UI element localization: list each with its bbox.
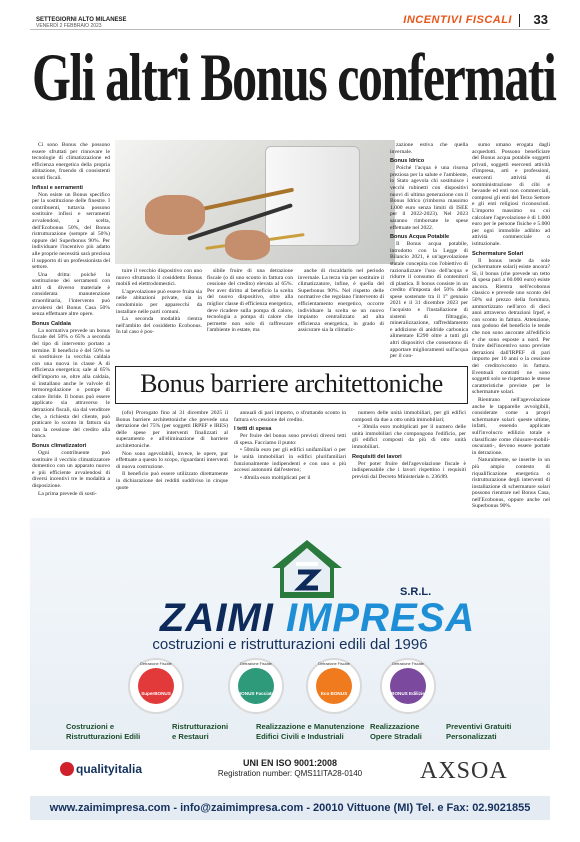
box-column-2	[234, 410, 346, 514]
box-title: Bonus barriere architettoniche	[140, 369, 443, 398]
paragraph: anche di riscaldarlo nel periodo invernale. La terza via per sostituire il climatizzatore, infine, è quella del Superbonus 90%. Nel rispetto delle normative che regolano l'intervento di efficientamento energetico, occorre individuare la scelta se un nuovo impianto centralizzato ad alta efficienza energetica, in grado di assicurare sia la climatiz-	[298, 268, 384, 334]
paragraph: Poiché l'acqua è una risorsa preziosa per la salute e l'ambiente, lo Stato agevola chi sostituisce i vecchi rubinetti con dispositivi nuovi di ultima generazione con il Bonus Idrico (rimborso massimo 1.000 euro senza limiti di ISEE per il 2022-2023). Nel 2023 saranno rimborsate le spese effettuate nel 2022.	[390, 165, 468, 231]
paragraph: numero delle unità immobiliari, per gli edifici composti da due a otto unità immobiliari;	[352, 410, 466, 423]
paragraph: Ogni contribuente può sostituire il vecchio climatizzatore domestico con un apparato nuovo e più efficiente avvalendosi di diversi incentivi tre le modalità a disposizione.	[32, 449, 110, 489]
axsoa-logo: AXSOA	[420, 758, 508, 784]
quality-brand: qualityitalia	[76, 762, 143, 776]
badge-label: BONUS Edilizie	[391, 691, 425, 696]
paragraph: L'agevolazione può essere fruita sia nelle abitazioni private, sia in condominio per apparecchi da installare nelle parti comuni.	[116, 288, 202, 315]
section-label: INCENTIVI FISCALI	[403, 14, 512, 26]
service-line: Opere Stradali	[370, 732, 422, 741]
badge-label: Eco BONUS	[320, 691, 348, 696]
service-line: Costruzioni e	[66, 722, 115, 731]
article-title: Gli altri Bonus confermati	[32, 39, 556, 115]
paragraph: Per poter fruire dell'agevolazione fiscale è indispensabile che i lavori rispettino i requisiti previsti dal Decreto Ministeriale n. 236/89.	[352, 460, 466, 480]
house-logo-icon	[270, 538, 344, 600]
badge-house-icon	[238, 668, 274, 704]
paragraph: Una dritta: poiché la sostituzione dei serramenti con altri di diverso materiale è considerata manutenzione straordinaria, l'intervento può avvalersi del Bonus Casa 50% senza effettuare altre opere.	[32, 271, 110, 318]
service-line: Ristrutturazioni	[172, 722, 229, 731]
paragraph: Non esiste un Bonus specifico per la sostituzione delle finestre. I contribuenti, tuttavia possono sostituire infissi e serramenti avvalendosi, a scelta, dell'Ecobonus 50%, del Bonus ristrutturazione (sempre al 50%) oppure del Superbonus 90%. Per individuare l'incentivo più adatto alle proprie necessità sarà preziosa il supporto di un professionista del settore.	[32, 191, 110, 271]
bonus-facciate-badge	[228, 658, 284, 714]
header-divider	[519, 14, 520, 27]
brand-part-2: IMPRESA	[286, 596, 476, 640]
paragraph: • 50mila euro per gli edifici unifamiliari o per le unità immobiliari in edifici plurifamiliari funzionalmente indipendenti e con uno o più accessi autonomi dall'esterno;	[234, 447, 346, 474]
subheading: I tetti di spesa	[234, 426, 272, 433]
brand-part-1: ZAIMI	[160, 596, 274, 640]
column-6	[472, 142, 550, 514]
service-line: Ristrutturazioni Edili	[66, 732, 141, 741]
iso-certification: UNI EN ISO 9001:2008	[242, 758, 338, 768]
service-line: e Restauri	[172, 732, 209, 741]
paragraph: annuali di pari importo, o sfruttando sconto in fattura e/o cessione del credito.	[234, 410, 346, 423]
service-line: Preventivi Gratuiti	[446, 722, 512, 731]
column-4	[298, 268, 384, 362]
paragraph: zazione estiva che quella invernale.	[390, 142, 468, 155]
badge-label: BONUS Facciate	[237, 691, 275, 696]
service-item	[256, 722, 364, 742]
paragraph: sibile fruire di una detrazione fiscale (o di uno sconto in fattura con cessione del credito) elevata al 65%. Per aver diritto al beneficio la scelta del nuovo dispositivo, oltre alla miglior classe di efficienza energetica, deve ricadere sulla pompa di calore, tecnologia a pompa di calore che permette non solo di raffrescare l'ambiente in estate, ma	[207, 268, 293, 334]
box-column-1	[116, 410, 228, 514]
certification-strip	[30, 750, 550, 796]
paragraph: Il Bonus acqua potabile, introdotto con la Legge di Bilancio 2021, è un'agevolazione statale concepita con l'obiettivo di razionalizzare l'uso dell'acqua e ridurre il consumo di contenitori di plastica. Il bonus consiste in un credito d'imposta del 50% delle spese sostenute tra il 1° gennaio 2021 e il 31 dicembre 2023 per l'acquisto e l'installazione di sistemi di filtraggio, mineralizzazione, raffreddamento e addizione di anidride carbonica alimentare E290 oltre a tutti gli altri dispositivi che consentono di apportare miglioramenti sull'acqua per il con-	[390, 241, 468, 360]
service-item	[370, 722, 422, 742]
paragraph: (ofo) Prorogato fino al 31 dicembre 2025 il Bonus barriere architettoniche che prevede una detrazione del 75% (per soggetti IRPEF e IRES) delle spese per interventi finalizzati al superamento e all'eliminazione di barriere architettoniche.	[116, 410, 228, 449]
boxed-title	[115, 366, 468, 404]
ad-banner	[30, 518, 550, 750]
paragraph: • 40mila euro moltiplicati per il	[240, 474, 311, 481]
service-line: Realizzazione	[370, 722, 420, 731]
box-column-3	[352, 410, 466, 514]
company-suffix: S.R.L.	[400, 586, 432, 598]
subheading: Bonus climatizzatori	[32, 442, 87, 449]
paragraph: Naturalmente, se inserite in un più ampio contesto di riqualificazione energetica o ristrutturazione degli interventi di installazione di schermature solari possono rientrare nel Bonus Casa, nell'Ecobonus, oppure anche nel Superbonus 90%.	[472, 457, 550, 510]
bonus-edilizie-badge	[380, 658, 436, 714]
subheading: Bonus Caldaia	[32, 320, 71, 327]
service-item	[446, 722, 511, 742]
company-logo	[160, 596, 475, 641]
badge-caption: Detrazione Fiscale	[392, 662, 424, 666]
paragraph: Ci sono Bonus che possono essere sfruttati per rinnovare le tecnologie di climatizzazione ed efficienza energetica della propria abitazione, fruendo di consistenti sconti fiscali.	[32, 142, 110, 181]
company-tagline: costruzioni e ristrutturazioni edili dal 1996	[152, 636, 428, 653]
subheading: Schermature Solari	[472, 250, 524, 257]
page-number: 33	[533, 12, 548, 27]
paragraph: La normativa prevede un bonus fiscale del 50% o 65% a seconda del tipo di intervento portato a termine. Il beneficio è del 50% se si sostituisce la vecchia caldaia con una nuova in classe A di efficienza energetica; sale al 65% dell'importo se, oltre alla caldaia, si installano anche le valvole di termoregolazione o pompe di calore ibride. Il bonus può essere applicato sia attraverso le detrazioni fiscali, sia dal venditore che, a richiesta del cliente, può praticare lo sconto in fattura sia con la cessione del credito alla banca.	[32, 327, 110, 440]
badge-house-icon	[390, 668, 426, 704]
paragraph: Rientrano nell'agevolazione anche le tapparelle avvolgibili, considerate come a propri schermature solari: queste ultime, infatti, essendo applicate sull'involucro edilizio totale e classificate come chiusure-mobili-oscuranti-, devono essere portate in detrazione.	[472, 396, 550, 456]
service-item	[66, 722, 140, 742]
publication-date: VENERDÌ 2 FEBBRAIO 2023	[36, 23, 102, 29]
column-3	[207, 268, 293, 362]
subheading: Bonus Idrico	[390, 158, 425, 165]
badge-caption: Detrazione Fiscale	[240, 662, 272, 666]
paragraph: La seconda modalità rientra nell'ambito del cosiddetto Ecobonus. In tal caso è pos-	[116, 316, 202, 336]
article-photo-boiler	[115, 140, 395, 264]
badge-house-icon	[316, 668, 352, 704]
paragraph: tuire il vecchio dispositivo con uno nuovo sfruttando il cosiddetto Bonus mobili ed elettrodomestici.	[116, 268, 202, 288]
ecobonus-badge	[306, 658, 362, 714]
subheading: Bonus Acqua Potabile	[390, 234, 450, 241]
paragraph: Il beneficio può essere utilizzato direttamente in dichiarazione dei redditi suddiviso in cinque quote	[116, 471, 228, 491]
paragraph: Il bonus tende da sole (schermature solari) esiste ancora? Sì, il bonus (che prevede un tetto di spesa pari a 60.000 euro) esiste ancora. Rientra nell'ecobonus classico e prevede uno sconto del 50% sul prezzo della fornitura, ammortizzato nell'arco di dieci anni attraverso detrazioni Irpef, e con sconto in fattura. Attenzione, non godono del beneficio le tende che non sono ancorate all'edificio e che sono esposte a nord. Per fruire dell'incentivo sono previste detrazioni dall'IRPEF di pari importo per 10 anni o la cessione del credito/sconto in fattura. Eventuali contratti ne sono soggetti solo se rispettano le stesse caratteristiche previste per le schermature solari.	[472, 257, 550, 396]
paragraph: • 30mila euro moltiplicati per il numero delle unità immobiliari che compongono l'edificio, per gli edifici composti da più di otto unità immobiliari.	[352, 424, 466, 450]
service-line: Realizzazione e Manutenzione	[256, 722, 365, 731]
badge-house-icon	[138, 668, 174, 704]
subheading: Requisiti dei lavori	[352, 453, 402, 460]
advertisement	[30, 518, 550, 820]
boiler-illustration	[265, 146, 360, 246]
column-2	[116, 268, 202, 362]
ad-footer-contacts: www.zaimimpresa.com - info@zaimimpresa.com - 20010 Vittuone (MI) Tel. e Fax: 02.9021855	[30, 796, 550, 820]
column-1	[32, 142, 110, 510]
paragraph: sumo umano erogata dagli acquedotti. Possono beneficiare del Bonus acqua potabile soggetti privati, soggetti esercenti attività d'impresa, arti e professioni, esercenti attività di somministrazione di cibi e bevande ed enti non commerciali, compresi gli enti del Terzo Settore e gli enti religiosi riconosciuti. L'importo massimo su cui calcolare l'agevolazione è di 1.000 euro per le persone fisiche e 5.000 per ogni immobile adibito ad attività commerciale o istituzionale.	[472, 142, 550, 247]
badge-caption: Detrazione Fiscale	[140, 662, 172, 666]
paragraph: Per fruire del bonus sono previsti diversi tetti di spesa. Facciamo il punto:	[234, 433, 346, 446]
publication-name: SETTEGIORNI ALTO MILANESE	[36, 17, 127, 23]
paragraph: La prima prevede di sosti-	[38, 490, 97, 497]
registration-number: Registration number: QMS11ITA28-0140	[217, 769, 363, 778]
column-5	[390, 142, 468, 364]
hand-shape	[225, 230, 270, 260]
badge-label: SuperBONUS	[141, 691, 171, 696]
hand-shape	[145, 195, 205, 235]
superbonus-badge	[128, 658, 184, 714]
quality-logo-icon	[60, 762, 74, 776]
paragraph: Non sono agevolabili, invece, le opere, pur effettuate a questo lo scopo, riguardanti interventi di nuova costruzione.	[116, 450, 228, 470]
page-header	[30, 0, 550, 30]
subheading: Infissi e serramenti	[32, 184, 83, 191]
badge-caption: Detrazione Fiscale	[318, 662, 350, 666]
service-item	[172, 722, 228, 742]
service-line: Personalizzati	[446, 732, 497, 741]
service-line: Edifici Civili e Industriali	[256, 732, 344, 741]
